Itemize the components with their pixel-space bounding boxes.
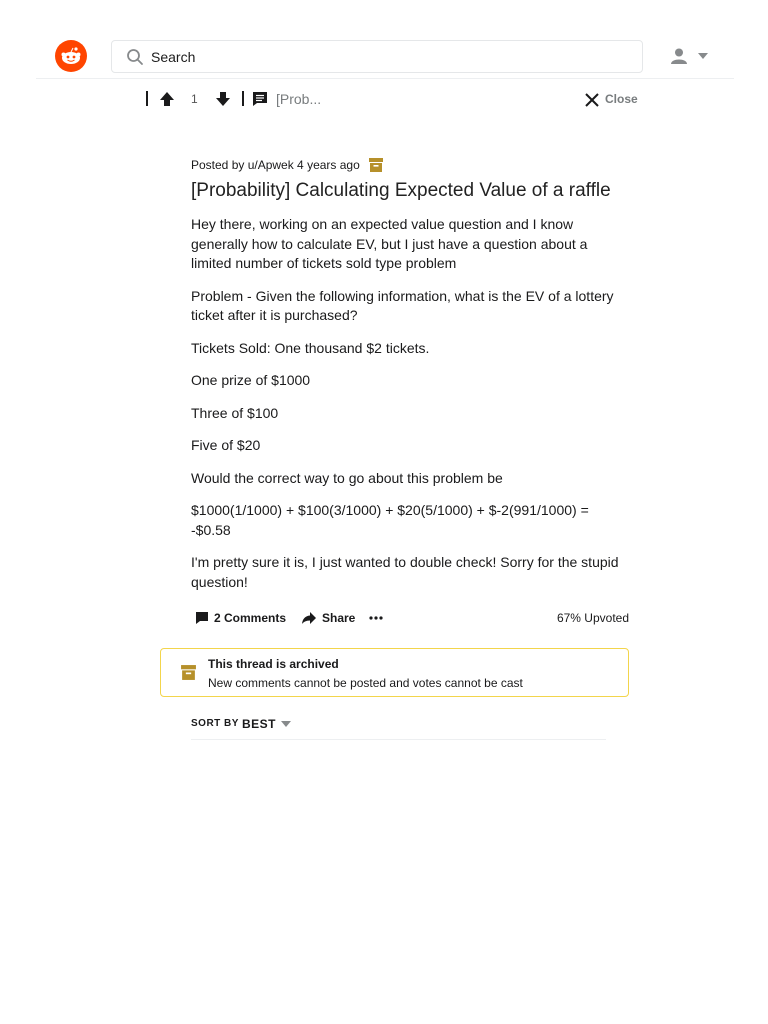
chevron-down-icon [698, 53, 708, 59]
comment-icon [251, 90, 269, 108]
post-paragraph: Problem - Given the following information, what is the EV of a lottery ticket after it is purchased? [191, 287, 614, 323]
comments-button[interactable] [195, 608, 286, 628]
post-paragraph: Hey there, working on an expected value question and I know generally how to calculate EV, but I just have a question about a limited number of tickets sold type problem [191, 216, 588, 271]
search-input[interactable] [111, 40, 643, 73]
share-button[interactable] [301, 608, 355, 628]
post-title: [Probability] Calculating Expected Value of a raffle [191, 180, 611, 201]
comment-icon [195, 611, 209, 625]
post-toolbar [144, 86, 644, 114]
close-icon [584, 92, 600, 108]
share-icon [301, 611, 317, 625]
divider [242, 91, 244, 106]
post-paragraph: $1000(1/1000) + $100(3/1000) + $20(5/1000) + $-2(991/1000) = -$0.58 [191, 502, 589, 538]
post-paragraph: Would the correct way to go about this problem be [191, 469, 503, 486]
reddit-logo-icon[interactable] [55, 40, 87, 72]
archive-icon [180, 664, 197, 681]
comments-label: 2 Comments [214, 611, 287, 625]
vote-count: 1 [191, 92, 198, 106]
upvote-ratio: 67% Upvoted [556, 611, 629, 625]
post-paragraph: I'm pretty sure it is, I just wanted to double check! Sorry for the stupid question! [191, 554, 619, 590]
close-label: Close [605, 92, 638, 106]
more-icon [369, 616, 383, 620]
post-meta [191, 155, 631, 175]
post-paragraph: Three of $100 [191, 404, 279, 421]
sort-control [191, 714, 606, 740]
post-meta-text: Posted by u/Apwek 4 years ago [191, 158, 360, 172]
post-body [191, 215, 631, 592]
search-icon [126, 48, 144, 66]
archived-notice [160, 648, 629, 697]
post-paragraph: Tickets Sold: One thousand $2 tickets. [191, 339, 430, 356]
upvote-icon[interactable] [158, 90, 176, 108]
share-label: Share [322, 611, 356, 625]
post-content [191, 155, 631, 605]
toolbar-post-title: [Prob... [276, 91, 322, 107]
close-button[interactable] [584, 90, 644, 110]
user-icon [670, 47, 688, 65]
post-actions [195, 608, 629, 628]
user-dropdown[interactable] [670, 47, 712, 65]
downvote-icon[interactable] [214, 90, 232, 108]
more-options-button[interactable] [369, 608, 388, 628]
post-paragraph: One prize of $1000 [191, 372, 311, 388]
archived-heading: This thread is archived [208, 657, 339, 671]
archived-subtext: New comments cannot be posted and votes cannot be cast [208, 676, 523, 690]
chevron-down-icon[interactable] [281, 721, 291, 727]
search-placeholder: Search [151, 49, 196, 65]
sort-label: SORT BY [191, 718, 239, 729]
archive-icon [368, 157, 384, 173]
post-paragraph: Five of $20 [191, 437, 261, 453]
sort-dropdown[interactable]: BEST [242, 717, 277, 731]
divider [146, 91, 148, 106]
top-header [36, 30, 734, 79]
